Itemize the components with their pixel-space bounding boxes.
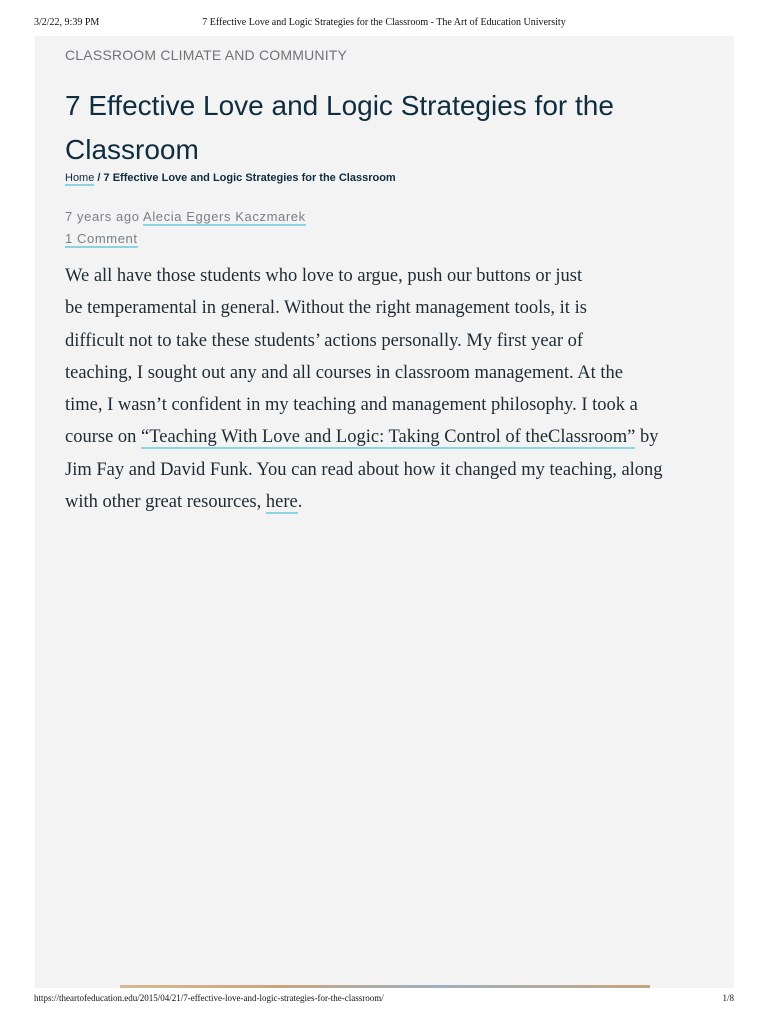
paragraph-line: difficult not to take these students’ actions personally. My first year of	[65, 330, 584, 351]
category-label[interactable]: CLASSROOM CLIMATE AND COMMUNITY	[65, 47, 348, 63]
article-meta	[65, 206, 306, 250]
article-title: 7 Effective Love and Logic Strategies for the Classroom	[65, 90, 614, 165]
paragraph-line: We all have those students who love to argue, push our buttons or just	[65, 266, 583, 286]
article-body-paragraph	[65, 260, 713, 518]
paragraph-line: time, I wasn’t confident in my teaching and management philosophy. I took a	[65, 395, 638, 416]
breadcrumb-current: 7 Effective Love and Logic Strategies for the Classroom	[103, 172, 396, 184]
paragraph-text: course on	[65, 427, 142, 448]
author-link[interactable]: Alecia Eggers Kaczmarek	[143, 209, 306, 224]
paragraph-text: with other great resources,	[65, 492, 266, 513]
paragraph-line: be temperamental in general. Without the right management tools, it is	[65, 298, 587, 319]
post-age: 7 years ago	[65, 209, 140, 224]
print-date: 3/2/22, 9:39 PM	[34, 17, 100, 28]
paragraph-line: teaching, I sought out any and all courses in classroom management. At the	[65, 362, 623, 383]
print-document-title: 7 Effective Love and Logic Strategies for the Classroom - The Art of Education University	[202, 17, 566, 28]
page-number: 1/8	[722, 993, 734, 1003]
paragraph-text: .	[297, 492, 303, 513]
here-link[interactable]: here	[265, 492, 298, 513]
article-panel	[35, 36, 734, 988]
paragraph-text: by	[635, 427, 659, 448]
breadcrumb	[65, 172, 396, 184]
print-url: https://theartofeducation.edu/2015/04/21/7-effective-love-and-logic-strategies-for-the-classroom/	[34, 993, 384, 1003]
breadcrumb-home-link[interactable]: Home	[65, 172, 95, 184]
article-image-top-edge	[120, 985, 650, 988]
comments-link[interactable]: 1 Comment	[65, 231, 138, 246]
course-link[interactable]: “Teaching With Love and Logic: Taking Control of theClassroom”	[141, 427, 636, 448]
breadcrumb-separator: /	[94, 172, 104, 184]
paragraph-line: Jim Fay and David Funk. You can read about how it changed my teaching, along	[65, 459, 663, 480]
